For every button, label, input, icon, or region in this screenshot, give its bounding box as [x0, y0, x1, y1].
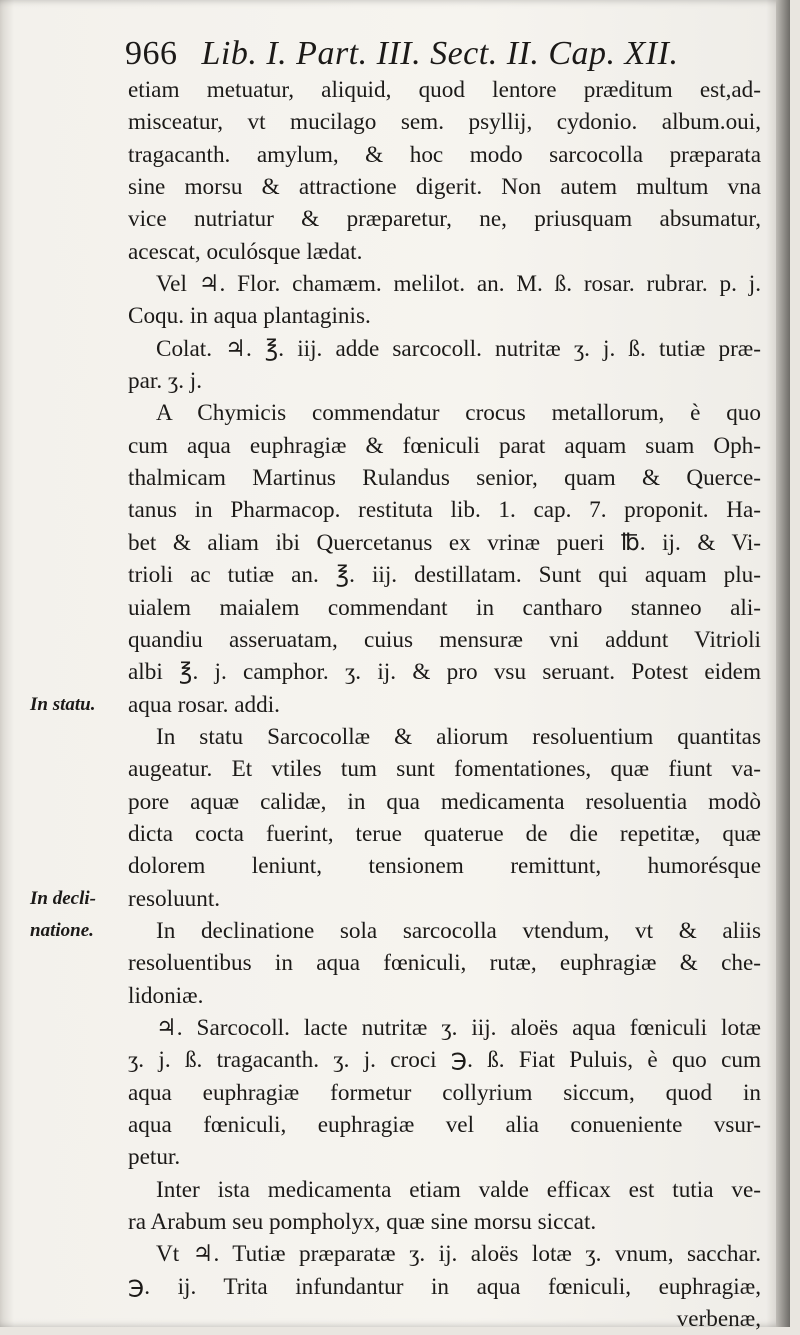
text-line: bet & aliam ibi Quercetanus ex vrinæ pueri ℔. ij. & Vi- — [128, 529, 761, 556]
text-line: A Chymicis commendatur crocus metallorum, è quo — [156, 400, 761, 427]
text-line: Colat. ♃. ℥. iij. adde sarcocoll. nutritæ ʒ. j. ß. tutiæ præ- — [156, 335, 761, 362]
text-line: thalmicam Martinus Rulandus senior, quam & Querce- — [128, 465, 761, 492]
text-line: tanus in Pharmacop. restituta lib. 1. cap. 7. proponit. Ha- — [128, 497, 761, 524]
text-line: pore aquæ calidæ, in qua medicamenta resoluentia modò — [128, 788, 761, 815]
text-line: Vel ♃. Flor. chamæm. melilot. an. M. ß. rosar. rubrar. p. j. — [156, 271, 761, 298]
text-line: ʒ. j. ß. tragacanth. ʒ. j. croci ℈. ß. Fiat Puluis, è quo cum — [128, 1047, 761, 1074]
text-line: etiam metuatur, aliquid, quod lentore præditum est,ad- — [128, 77, 761, 103]
text-line: Inter ista medicamenta etiam valde efficax est tutia ve- — [156, 1176, 761, 1203]
text-line: albi ℥. j. camphor. ʒ. ij. & pro vsu seruant. Potest eidem — [128, 659, 761, 686]
text-line: par. ʒ. j. — [128, 368, 203, 395]
running-header — [125, 34, 765, 74]
text-line: ♃. Sarcocoll. lacte nutritæ ʒ. iij. aloës aqua fœniculi lotæ — [156, 1014, 761, 1041]
page-edge — [776, 0, 790, 1327]
text-line: cum aqua euphragiæ & fœniculi parat aquam suam Oph- — [128, 432, 761, 459]
text-line: ra Arabum seu pompholyx, quæ sine morsu siccat. — [128, 1209, 597, 1236]
text-line: misceatur, vt mucilago sem. psyllij, cydonio. album.oui, — [128, 109, 761, 136]
text-line: aqua euphragiæ formetur collyrium siccum, quod in — [128, 1079, 761, 1106]
text-line: sine morsu & attractione digerit. Non autem multum vna — [128, 174, 761, 201]
text-line: vice nutriatur & præparetur, ne, priusquam absumatur, — [128, 206, 761, 233]
text-line: dolorem leniunt, tensionem remittunt, humorésque — [128, 853, 761, 880]
text-line: dicta cocta fuerint, terue quaterue de die repetitæ, quæ — [128, 820, 761, 847]
running-title: Lib. I. Part. III. Sect. II. Cap. XII. — [201, 35, 679, 72]
text-line: acescat, oculósque lædat. — [128, 238, 363, 265]
text-line: petur. — [128, 1144, 181, 1171]
text-line: augeatur. Et vtiles tum sunt fomentationes, quæ fiunt va- — [128, 756, 761, 783]
text-line: ℈. ij. Trita infundantur in aqua fœniculi, euphragiæ, — [128, 1273, 761, 1300]
margin-note: natione. — [30, 920, 94, 942]
text-line: lidoniæ. — [128, 982, 204, 1009]
text-line: Coqu. in aqua plantaginis. — [128, 303, 371, 330]
text-line: In declinatione sola sarcocolla vtendum, vt & aliis — [156, 917, 761, 944]
text-line: Vt ♃. Tutiæ præparatæ ʒ. ij. aloës lotæ ʒ. vnum, sacchar. — [156, 1241, 761, 1268]
text-line: resoluentibus in aqua fœniculi, rutæ, euphragiæ & che- — [128, 950, 761, 977]
body-text — [128, 74, 761, 1335]
text-line: uialem maialem commendant in cantharo stanneo ali- — [128, 594, 761, 621]
text-line: aqua fœniculi, euphragiæ vel alia conueniente vsur- — [128, 1112, 761, 1138]
text-line: trioli ac tutiæ an. ℥. iij. destillatam. Sunt qui aquam plu- — [128, 562, 761, 589]
text-line: verbenæ, — [676, 1306, 761, 1333]
page-number: 966 — [125, 35, 178, 72]
margin-note: In statu. — [30, 693, 96, 715]
text-line: resoluunt. — [128, 885, 221, 912]
margin-note: In decli- — [30, 887, 96, 909]
text-line: aqua rosar. addi. — [128, 691, 280, 718]
text-line: In statu Sarcocollæ & aliorum resoluentium quantitas — [156, 723, 761, 750]
text-line: quandiu asseruatam, cuius mensuræ vni addunt Vitrioli — [128, 626, 761, 653]
text-line: tragacanth. amylum, & hoc modo sarcocolla præparata — [128, 141, 761, 168]
